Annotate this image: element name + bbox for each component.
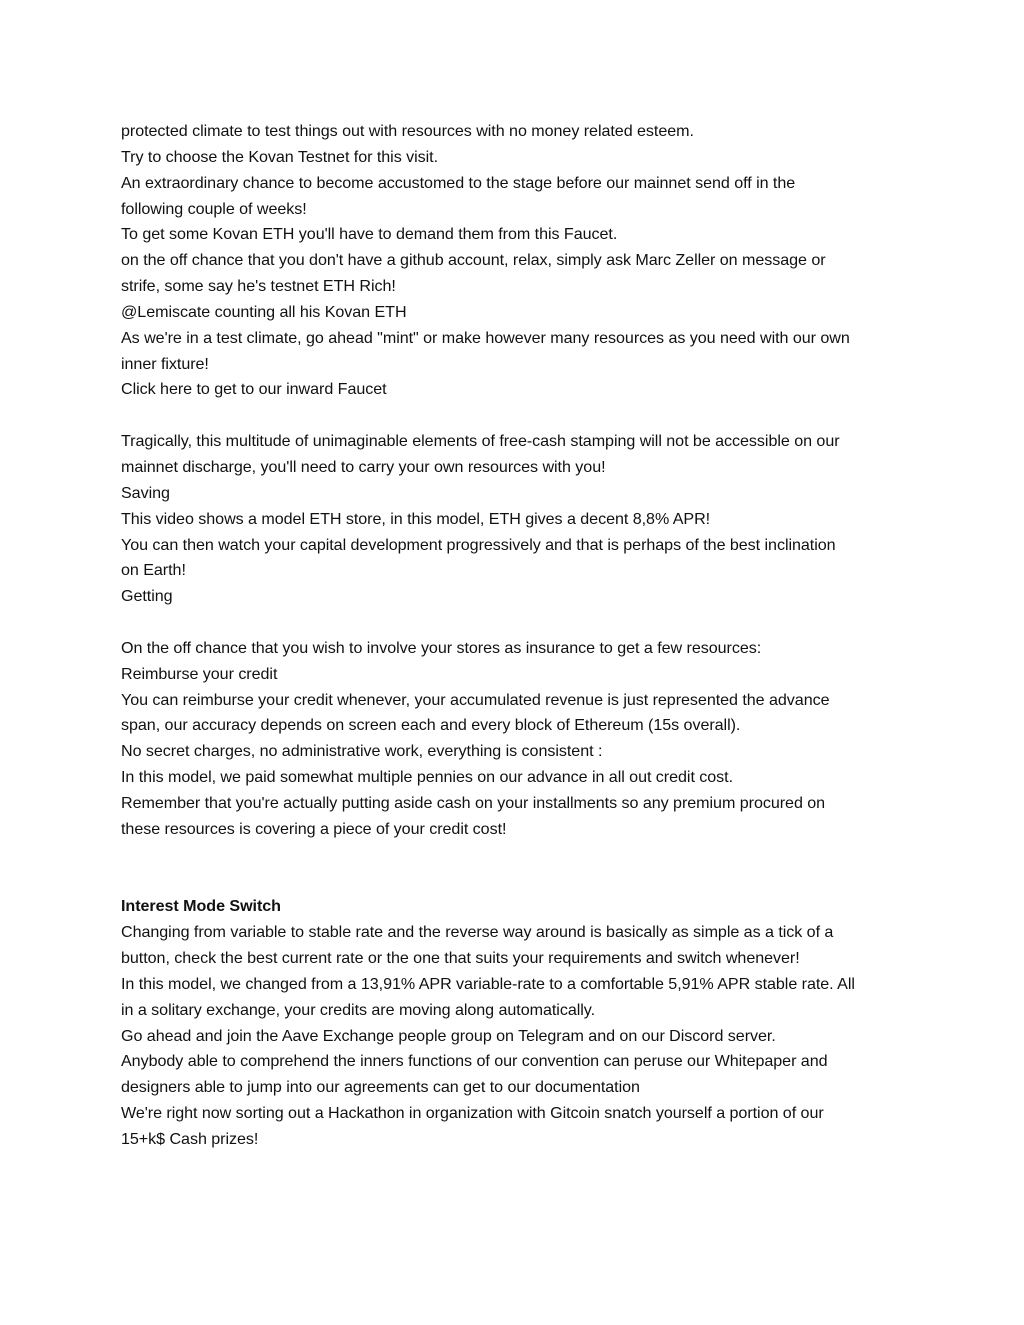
text-line: Changing from variable to stable rate and the reverse way around is basically as simple as a tick of a — [121, 923, 834, 942]
paragraph-block-2 — [121, 429, 911, 610]
text-line: these resources is covering a piece of your credit cost! — [121, 819, 507, 838]
text-line: To get some Kovan ETH you'll have to demand them from this Faucet. — [121, 225, 618, 244]
text-line: In this model, we paid somewhat multiple pennies on our advance in all out credit cost. — [121, 768, 734, 787]
text-line: You can then watch your capital development progressively and that is perhaps of the best inclination — [121, 535, 836, 554]
text-line: Tragically, this multitude of unimaginable elements of free-cash stamping will not be accessible on our — [121, 432, 840, 451]
paragraph-block-4 — [121, 920, 911, 1153]
paragraph-spacer — [121, 868, 911, 894]
paragraph-spacer — [121, 843, 911, 869]
text-line: on Earth! — [121, 561, 186, 580]
text-line: following couple of weeks! — [121, 199, 307, 218]
text-line: An extraordinary chance to become accustomed to the stage before our mainnet send off in the — [121, 173, 796, 192]
text-line: strife, some say he's testnet ETH Rich! — [121, 277, 396, 296]
text-line: Anybody able to comprehend the inners functions of our convention can peruse our Whitepaper and — [121, 1052, 828, 1071]
paragraph-spacer — [121, 610, 911, 636]
text-line: No secret charges, no administrative work, everything is consistent : — [121, 742, 603, 761]
text-line: Go ahead and join the Aave Exchange people group on Telegram and on our Discord server. — [121, 1026, 776, 1045]
text-line: 15+k$ Cash prizes! — [121, 1129, 259, 1148]
text-line: inner fixture! — [121, 354, 209, 373]
text-line: Remember that you're actually putting aside cash on your installments so any premium procured on — [121, 793, 826, 812]
text-line: @Lemiscate counting all his Kovan ETH — [121, 302, 407, 321]
text-line: protected climate to test things out with resources with no money related esteem. — [121, 122, 694, 140]
text-line: We're right now sorting out a Hackathon in organization with Gitcoin snatch yourself a portion of our — [121, 1104, 824, 1123]
text-line: This video shows a model ETH store, in this model, ETH gives a decent 8,8% APR! — [121, 509, 711, 528]
document-page — [121, 119, 911, 1153]
text-line: You can reimburse your credit whenever, your accumulated revenue is just represented the advance — [121, 690, 830, 709]
text-line: designers able to jump into our agreements can get to our documentation — [121, 1078, 640, 1097]
text-line: in a solitary exchange, your credits are moving along automatically. — [121, 1000, 595, 1019]
text-line: Try to choose the Kovan Testnet for this visit. — [121, 147, 438, 166]
text-line: On the off chance that you wish to involve your stores as insurance to get a few resources: — [121, 638, 762, 657]
text-line: span, our accuracy depends on screen each and every block of Ethereum (15s overall). — [121, 716, 741, 735]
text-line: on the off chance that you don't have a github account, relax, simply ask Marc Zeller on message or — [121, 251, 826, 270]
text-line: Getting — [121, 587, 173, 606]
text-line: mainnet discharge, you'll need to carry your own resources with you! — [121, 457, 606, 476]
paragraph-block-1 — [121, 119, 911, 403]
text-line: Click here to get to our inward Faucet — [121, 380, 387, 399]
text-line: Saving — [121, 483, 170, 502]
text-line: button, check the best current rate or the one that suits your requirements and switch whenever! — [121, 949, 800, 967]
paragraph-block-3 — [121, 636, 911, 843]
text-line: As we're in a test climate, go ahead "mint" or make however many resources as you need with our own — [121, 328, 850, 347]
section-heading: Interest Mode Switch — [121, 897, 281, 916]
paragraph-spacer — [121, 403, 911, 429]
text-line: Reimburse your credit — [121, 664, 278, 683]
text-line: In this model, we changed from a 13,91% APR variable-rate to a comfortable 5,91% APR stable rate. All — [121, 974, 855, 993]
